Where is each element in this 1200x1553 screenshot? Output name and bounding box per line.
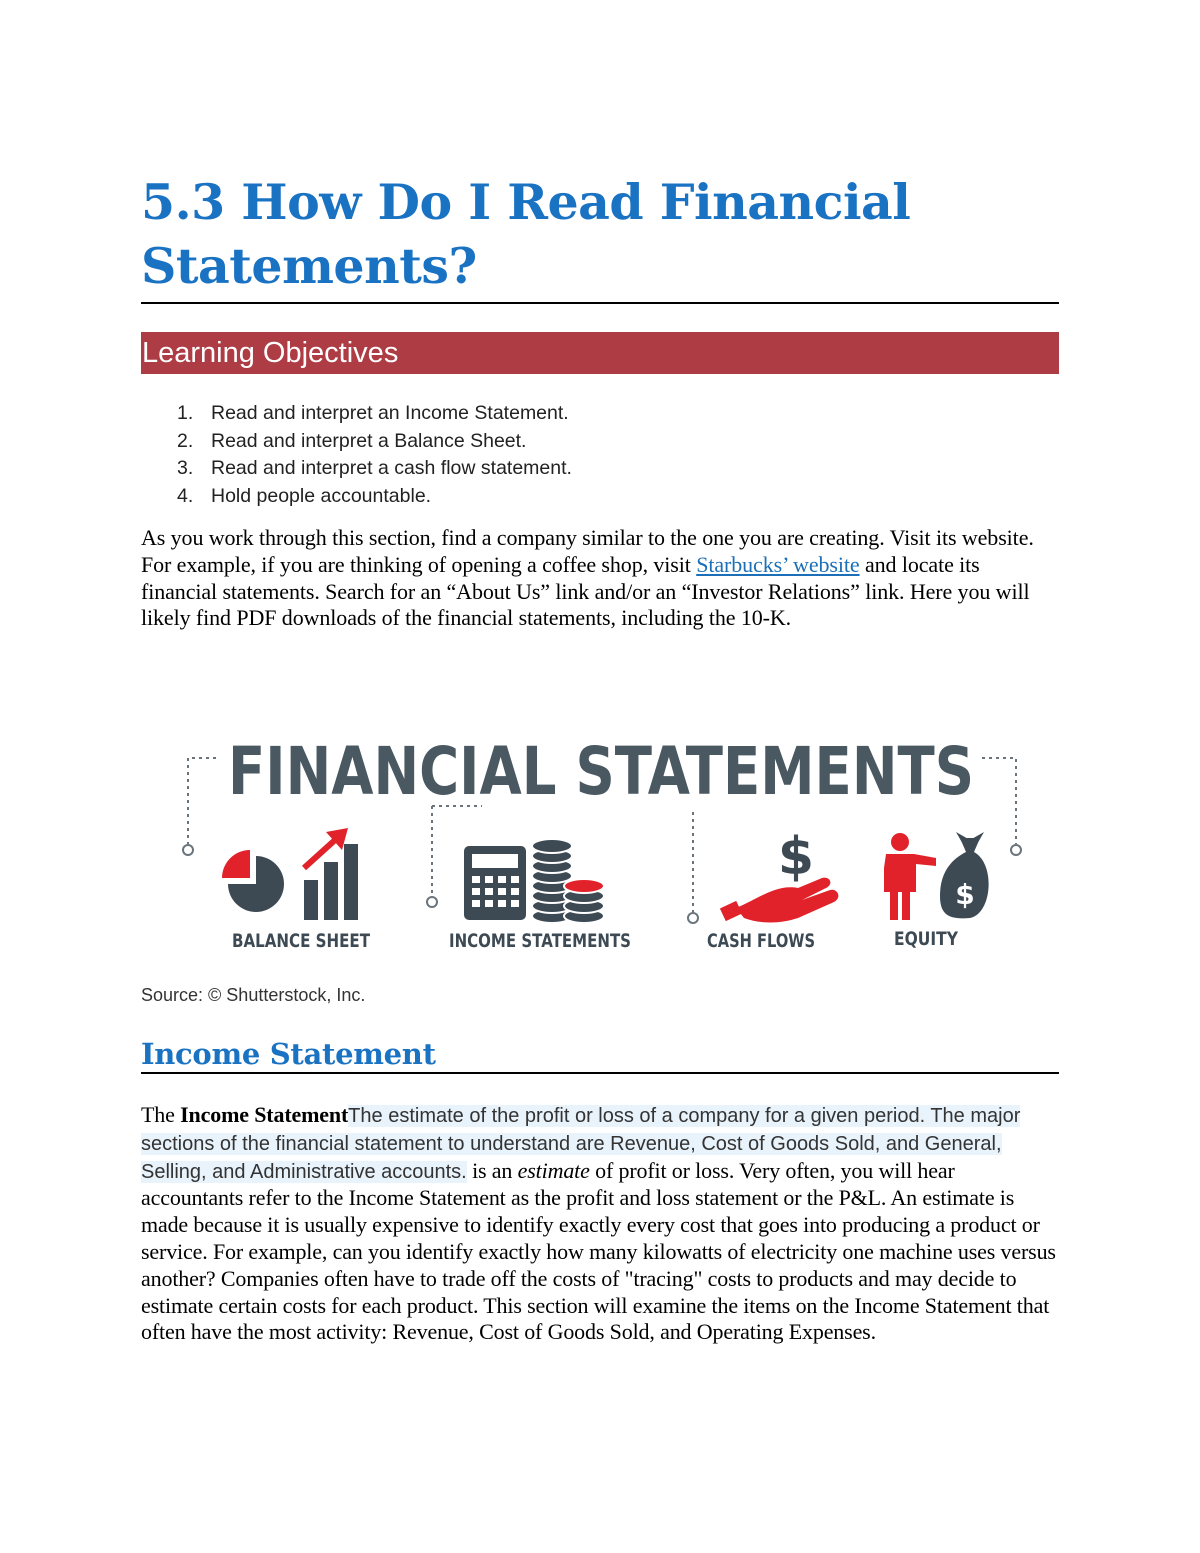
list-item <box>141 428 572 456</box>
label-balance-sheet: BALANCE SHEET <box>232 930 371 952</box>
list-item <box>141 455 572 483</box>
starbucks-website-link[interactable]: Starbucks’ website <box>696 551 860 577</box>
page-title: 5.3 How Do I Read Financial Statements? <box>141 173 911 295</box>
bar-chart-icon <box>304 844 358 920</box>
label-income-statements: INCOME STATEMENTS <box>449 930 631 952</box>
list-item <box>141 400 572 428</box>
infographic-title: FINANCIAL STATEMENTS <box>228 733 974 810</box>
lead-text: The <box>141 1102 181 1127</box>
intro-text-after: and locate its financial statements. Search for an “About Us” link and/or an “Investor Relations” link. Here you will likely find PDF downloads of the financial statements, including the 10-K. <box>141 551 1030 631</box>
label-cash-flows: CASH FLOWS <box>707 930 815 952</box>
money-bag-dollar: $ <box>955 878 975 911</box>
money-bag-icon <box>940 832 989 918</box>
section-divider <box>141 1072 1059 1074</box>
image-source-caption: Source: © Shutterstock, Inc. <box>141 985 366 1005</box>
person-icon <box>884 833 936 920</box>
emphasis-text: estimate <box>517 1157 590 1183</box>
glossary-term[interactable]: Income Statement <box>180 1102 349 1127</box>
learning-objectives-list <box>141 400 572 510</box>
glossary-definition: The estimate of the profit or loss of a company for a given period. The major sections of the financial statement to understand are Revenue, Cost of Goods Sold, and General, Selling, and Administrative accounts. <box>141 1105 1021 1183</box>
title-divider <box>141 302 1059 304</box>
list-text: Read and interpret a cash flow statement. <box>211 457 572 479</box>
body-text-rest: of profit or loss. Very often, you will hear accountants refer to the Income Statement as the profit and loss statement or the P&L. An estimate is made because it is usually expensive to identify exactly every cost that goes into producing a product or service. For example, can you identify exactly how many kilowatts of electricity one machine uses versus another? Companies often have to trade off the costs of "tracing" costs to products and may decide to estimate certain costs for each product. This section will examine the items on the Income Statement that often have the most activity: Revenue, Cost of Goods Sold, and Operating Expenses. <box>141 1157 1056 1345</box>
list-number: 2. <box>177 429 194 452</box>
pie-chart-icon <box>222 850 284 912</box>
intro-paragraph <box>141 525 1061 632</box>
calculator-icon <box>464 846 526 920</box>
red-coin-stack-icon <box>564 879 604 923</box>
list-text: Hold people accountable. <box>211 484 432 507</box>
body-text: is an <box>466 1157 518 1183</box>
list-text: Read and interpret an Income Statement. <box>211 402 569 424</box>
label-equity: EQUITY <box>894 928 959 950</box>
list-number: 3. <box>177 457 194 479</box>
coin-stack-icon <box>532 839 572 923</box>
list-item <box>141 483 572 511</box>
list-number: 1. <box>177 402 194 424</box>
intro-text-before: As you work through this section, find a company similar to the one you are creating. Visit its website. For example, if you are thinking of opening a coffee shop, visit <box>141 525 1034 577</box>
list-text: Read and interpret a Balance Sheet. <box>211 429 527 452</box>
financial-statements-infographic <box>170 728 1040 968</box>
list-number: 4. <box>177 484 194 507</box>
dollar-sign-icon: $ <box>777 827 815 887</box>
learning-objectives-heading: Learning Objectives <box>141 332 1059 374</box>
income-statement-heading: Income Statement <box>141 1037 436 1071</box>
income-statement-paragraph <box>141 1102 1061 1346</box>
